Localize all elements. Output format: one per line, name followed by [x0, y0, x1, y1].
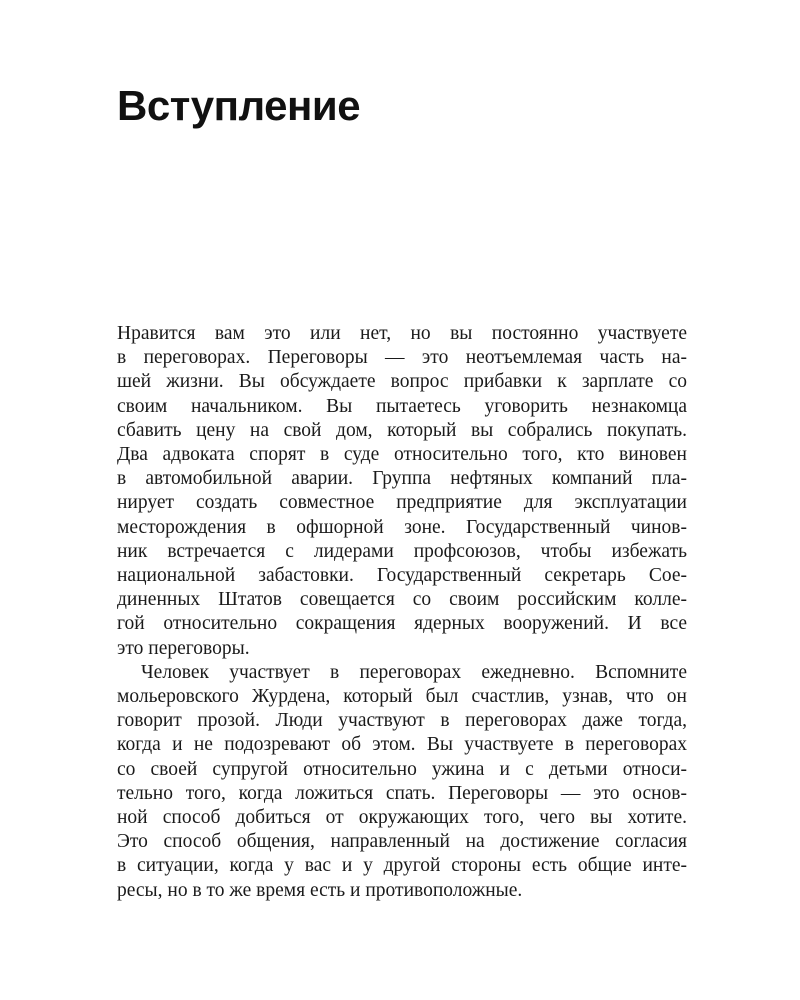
text-line: месторождения в офшорной зоне. Государственный чинов-	[117, 516, 687, 538]
text-line: диненных Штатов совещается со своим российским колле-	[117, 589, 687, 611]
text-line: Нравится вам это или нет, но вы постоянно участвуете	[117, 323, 687, 344]
text-line: со своей супругой относительно ужина и с детьми относи-	[117, 758, 687, 780]
chapter-title: Вступление	[117, 82, 361, 129]
text-line: Человек участвует в переговорах ежедневно. Вспомните	[141, 661, 687, 683]
text-line: это переговоры.	[117, 637, 250, 659]
text-line: говорит прозой. Люди участвуют в переговорах даже тогда,	[117, 710, 687, 732]
body-text	[117, 322, 687, 903]
text-line: ник встречается с лидерами профсоюзов, чтобы избежать	[117, 540, 687, 562]
text-line: в переговорах. Переговоры — это неотъемлемая часть на-	[117, 347, 687, 369]
text-line: тельно того, когда ложиться спать. Переговоры — это основ-	[117, 782, 687, 804]
text-line: в ситуации, когда у вас и у другой стороны есть общие инте-	[117, 855, 687, 877]
text-line: ной способ добиться от окружающих того, чего вы хотите.	[117, 807, 687, 829]
text-line: Это способ общения, направленный на достижение согласия	[117, 831, 687, 853]
text-line: шей жизни. Вы обсуждаете вопрос прибавки к зарплате со	[117, 371, 687, 393]
text-line: сбавить цену на свой дом, который вы собрались покупать.	[117, 419, 687, 441]
text-line: Два адвоката спорят в суде относительно того, кто виновен	[117, 444, 687, 466]
text-line: в автомобильной аварии. Группа нефтяных компаний пла-	[117, 468, 687, 490]
text-line: когда и не подозревают об этом. Вы участвуете в переговорах	[117, 734, 687, 756]
text-line: ресы, но в то же время есть и противоположные.	[117, 879, 523, 901]
text-line: нирует создать совместное предприятие для эксплуатации	[117, 492, 687, 514]
text-line: национальной забастовки. Государственный секретарь Сое-	[117, 565, 687, 587]
text-line: своим начальником. Вы пытаетесь уговорить незнакомца	[117, 395, 687, 417]
text-line: гой относительно сокращения ядерных вооружений. И все	[117, 613, 687, 635]
text-line: мольеровского Журдена, который был счастлив, узнав, что он	[117, 686, 687, 708]
